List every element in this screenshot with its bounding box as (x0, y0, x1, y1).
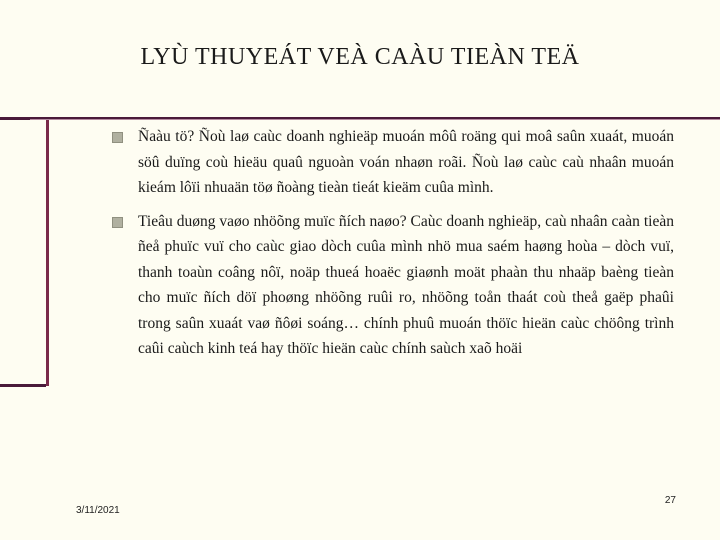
bullet-text: Tieâu duøng vaøo nhöõng muïc ñích naøo? Caùc doanh nghieäp, caù nhaân caàn tieàn ñeå phuïc vuï cho caùc giao dòch cuûa mình nhö mua saém haøng hoùa – dòch vuï, thanh toaùn coâng nôï, noäp thueá hoaëc giaønh moät phaàn thu nhaäp baèng tieàn cho muïc ñích döï phoøng nhöõng ruûi ro, nhöõng toån thaát coù theå gaëp phaûi trong saûn xuaát vaø ñôøi soáng… chính phuû muoán thöïc hieän caùc chöông trình caûi caùch kinh teá hay thöïc hieän caùc chính saùch xaõ hoäi (138, 212, 674, 357)
bullet-text: Ñaàu tö? Ñoù laø caùc doanh nghieäp muoán môû roäng qui moâ saûn xuaát, muoán söû duïng coù hieäu quaû nguoàn voán nhaøn roãi. Ñoù laø caùc caù nhaân muoán kieám lôïi nhuaän töø ñoàng tieàn tieát kieäm cuûa mình. (138, 128, 674, 196)
bullet-list (112, 124, 674, 370)
square-bullet-icon (112, 132, 123, 143)
footer-date: 3/11/2021 (76, 505, 120, 516)
bullet-item (112, 209, 674, 362)
bullet-item (112, 124, 674, 201)
square-bullet-icon (112, 217, 123, 228)
title-divider (30, 117, 720, 119)
slide-title: LYÙ THUYEÁT VEÀ CAÀU TIEÀN TEÄ (140, 44, 580, 70)
page-number: 27 (664, 495, 676, 506)
left-accent-bar (0, 118, 49, 386)
